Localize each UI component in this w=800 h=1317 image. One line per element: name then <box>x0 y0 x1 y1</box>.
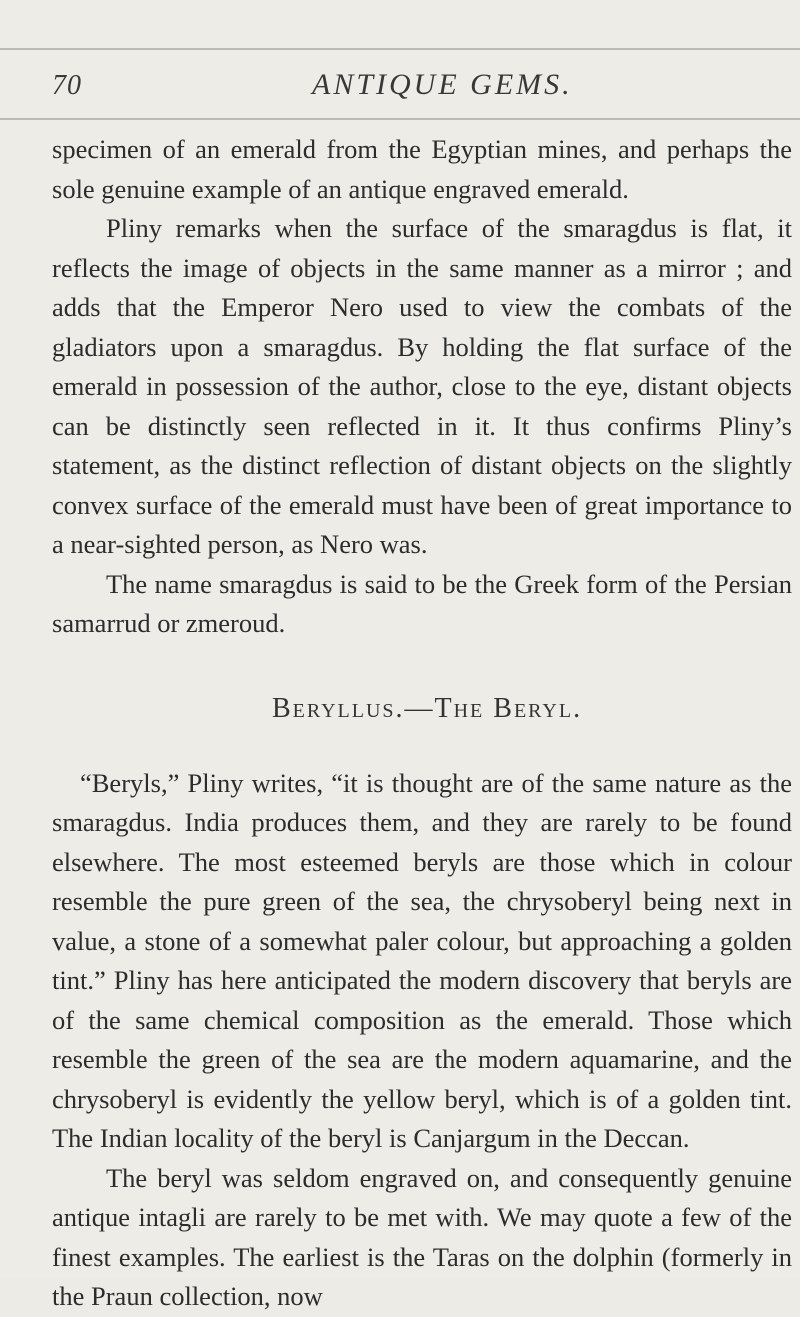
paragraph-continued: specimen of an emerald from the Egyptian mines, and perhaps the sole genuine example of an antique engraved emerald. <box>52 134 792 204</box>
paragraph-beryls-quote: “Beryls,” Pliny writes, “it is thought are of the same nature as the smaragdus. India produces them, and they are rarely to be found elsewhere. The most esteemed beryls are those which in colour resemble the pure green of the sea, the chrysoberyl being next in value, a stone of a somewhat paler colour, but approaching a golden tint.” Pliny has here anticipated the modern discovery that beryls are of the same chemical composition as the emerald. Those which resemble the green of the sea are the modern aquamarine, and the chrysoberyl is evidently the yellow beryl, which is of a golden tint. The Indian locality of the beryl is Canjargum in the Deccan. <box>52 767 792 1153</box>
paragraph-pliny-mirror: Pliny remarks when the surface of the smaragdus is flat, it reflects the image of objects in the same manner as a mirror ; and adds that the Emperor Nero used to view the combats of the gladiators upon a smaragdus. By holding the flat surface of the emerald in possession of the author, close to the eye, distant objects can be distinctly seen reflected in it. It thus confirms Pliny’s statement, as the distinct reflection of distant objects on the slightly convex surface of the emerald must have been of great importance to a near-sighted person, as Nero was. <box>52 213 792 559</box>
page-header <box>0 66 800 106</box>
page-number: 70 <box>52 70 82 101</box>
running-head: ANTIQUE GEMS. <box>312 68 573 101</box>
page-body <box>52 130 792 1317</box>
header-rule-top <box>0 48 800 50</box>
section-heading: Beryllus.—The Beryl. <box>271 692 583 724</box>
header-rule-bottom <box>0 118 800 120</box>
paragraph-name-origin: The name smaragdus is said to be the Greek form of the Persian samarrud or zmeroud. <box>52 568 792 638</box>
paragraph-beryl-engraved: The beryl was seldom engraved on, and consequently genuine antique intagli are rarely to be met with. We may quote a few of the finest examples. The earliest is the Taras on the dolphin (formerly in the Praun collection, now <box>52 1162 792 1311</box>
